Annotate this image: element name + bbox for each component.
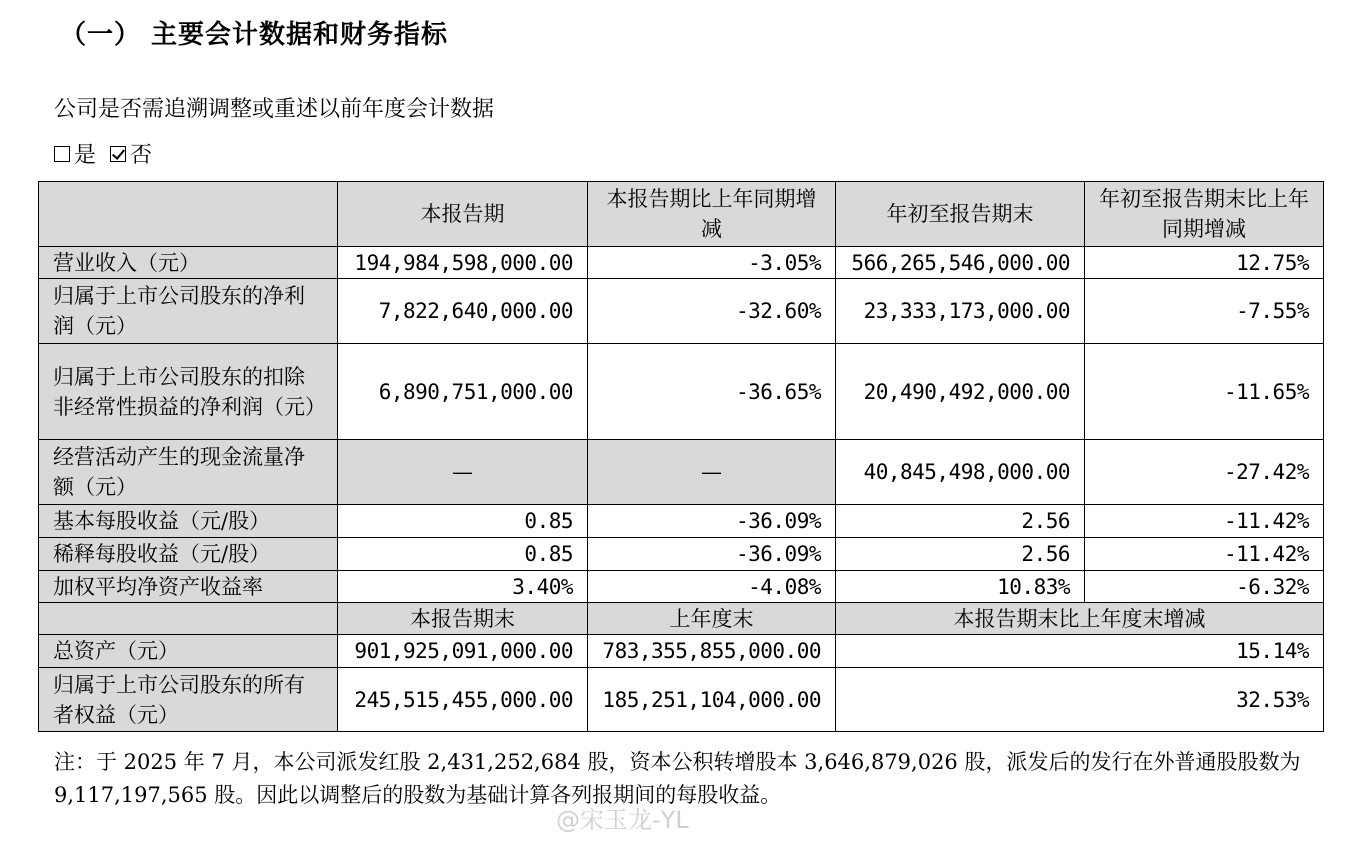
checkbox-no[interactable]: [110, 146, 126, 162]
subheader-corner-cell: [39, 603, 338, 635]
value-cell: -11.42%: [1085, 505, 1324, 538]
table-row: [39, 538, 1324, 571]
value-cell: -36.65%: [588, 344, 836, 440]
value-cell: 245,515,455,000.00: [338, 668, 588, 732]
financial-data-table: [38, 181, 1324, 732]
table-row: [39, 571, 1324, 603]
value-cell: 20,490,492,000.00: [836, 344, 1085, 440]
row-label: 归属于上市公司股东的净利润（元）: [39, 279, 338, 344]
value-cell: 0.85: [338, 505, 588, 538]
table-row: [39, 440, 1324, 505]
checkbox-yes[interactable]: [54, 146, 70, 162]
row-label: 稀释每股收益（元/股）: [39, 538, 338, 571]
row-label: 归属于上市公司股东的扣除非经常性损益的净利润（元）: [39, 344, 338, 440]
row-label: 营业收入（元）: [39, 247, 338, 279]
value-cell: 23,333,173,000.00: [836, 279, 1085, 344]
value-cell: -11.65%: [1085, 344, 1324, 440]
value-cell: 6,890,751,000.00: [338, 344, 588, 440]
value-cell: 40,845,498,000.00: [836, 440, 1085, 505]
value-cell: -11.42%: [1085, 538, 1324, 571]
row-label: 加权平均净资产收益率: [39, 571, 338, 603]
value-cell: 12.75%: [1085, 247, 1324, 279]
value-cell: 15.14%: [836, 635, 1324, 668]
value-cell: 2.56: [836, 505, 1085, 538]
table-row: [39, 668, 1324, 732]
value-cell: 0.85: [338, 538, 588, 571]
row-label: 经营活动产生的现金流量净额（元）: [39, 440, 338, 505]
value-cell: —: [338, 440, 588, 505]
value-cell: -36.09%: [588, 538, 836, 571]
table-row: [39, 505, 1324, 538]
option-no-label: 否: [130, 143, 153, 168]
header-cell: 年初至报告期末比上年同期增减: [1085, 182, 1324, 247]
value-cell: -27.42%: [1085, 440, 1324, 505]
table-header-row: [39, 182, 1324, 247]
subheader-cell: 本报告期末: [338, 603, 588, 635]
header-cell: 本报告期比上年同期增减: [588, 182, 836, 247]
subheader-cell: 本报告期末比上年度末增减: [836, 603, 1324, 635]
option-yes-label: 是: [74, 143, 97, 168]
value-cell: -32.60%: [588, 279, 836, 344]
value-cell: 3.40%: [338, 571, 588, 603]
option-yes[interactable]: [54, 138, 96, 169]
value-cell: 185,251,104,000.00: [588, 668, 836, 732]
value-cell: -6.32%: [1085, 571, 1324, 603]
section-heading: （一） 主要会计数据和财务指标: [60, 20, 449, 50]
option-no[interactable]: [110, 138, 152, 169]
value-cell: -4.08%: [588, 571, 836, 603]
value-cell: 566,265,546,000.00: [836, 247, 1085, 279]
row-label: 总资产（元）: [39, 635, 338, 668]
value-cell: 783,355,855,000.00: [588, 635, 836, 668]
value-cell: 10.83%: [836, 571, 1085, 603]
value-cell: -3.05%: [588, 247, 836, 279]
table-row: [39, 247, 1324, 279]
footnote: 注：于 2025 年 7 月，本公司派发红股 2,431,252,684 股，资本公积转增股本 3,646,879,026 股，派发后的发行在外普通股股数为 9,117,197,565 股。因此以调整后的股数为基础计算各列报期间的每股收益。: [54, 750, 1301, 807]
value-cell: 901,925,091,000.00: [338, 635, 588, 668]
table-row: [39, 279, 1324, 344]
header-cell: 本报告期: [338, 182, 588, 247]
row-label: 归属于上市公司股东的所有者权益（元）: [39, 668, 338, 732]
table-row: [39, 344, 1324, 440]
value-cell: 32.53%: [836, 668, 1324, 732]
subheader-cell: 上年度末: [588, 603, 836, 635]
row-label: 基本每股收益（元/股）: [39, 505, 338, 538]
restatement-question: 公司是否需追溯调整或重述以前年度会计数据: [54, 97, 495, 122]
table-subheader-row: [39, 603, 1324, 635]
table-row: [39, 635, 1324, 668]
value-cell: 7,822,640,000.00: [338, 279, 588, 344]
value-cell: 194,984,598,000.00: [338, 247, 588, 279]
header-cell: 年初至报告期末: [836, 182, 1085, 247]
value-cell: 2.56: [836, 538, 1085, 571]
watermark: @宋玉龙-YL: [556, 806, 689, 834]
value-cell: —: [588, 440, 836, 505]
value-cell: -36.09%: [588, 505, 836, 538]
header-corner-cell: [39, 182, 338, 247]
value-cell: -7.55%: [1085, 279, 1324, 344]
restatement-options: [54, 138, 166, 169]
